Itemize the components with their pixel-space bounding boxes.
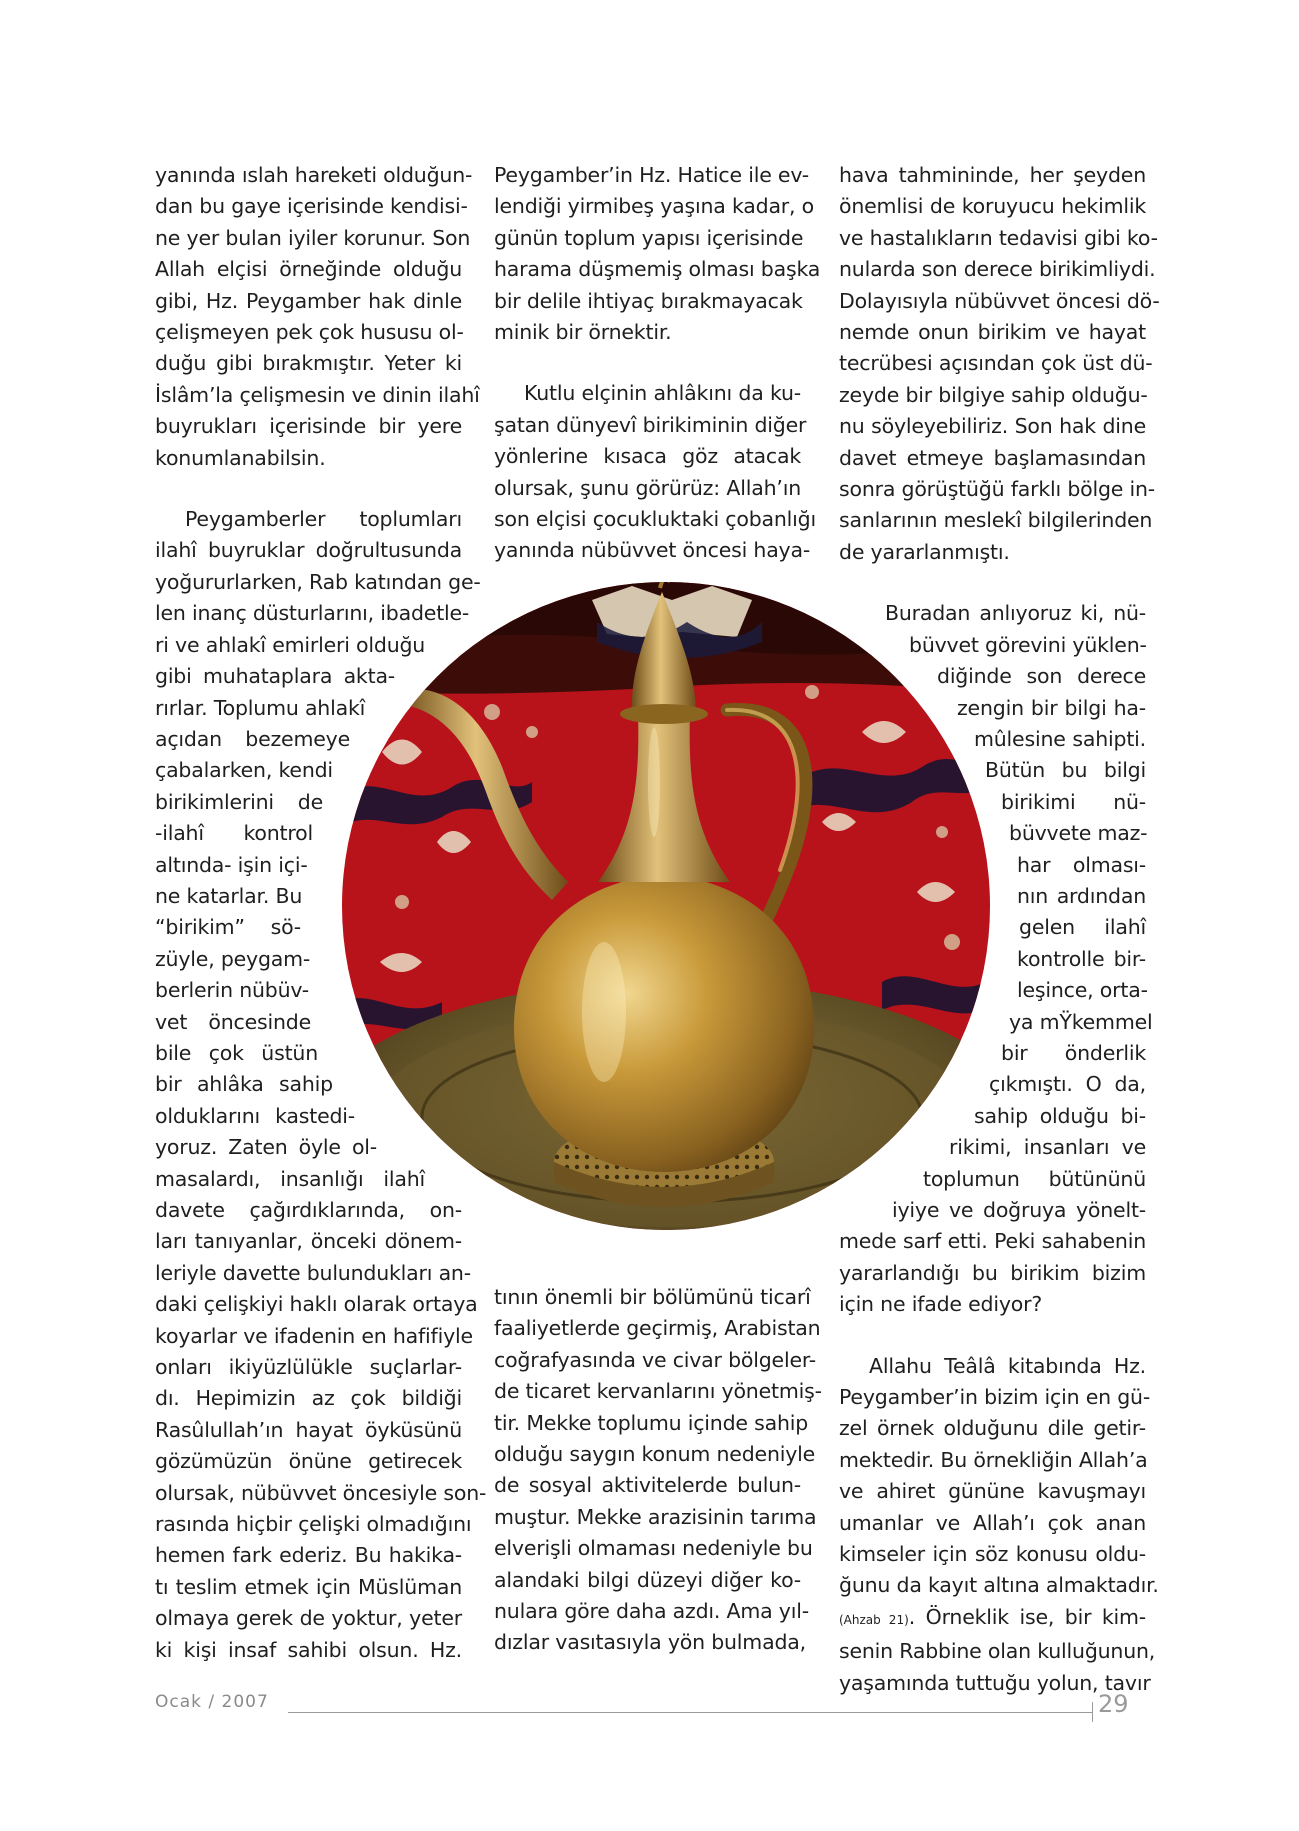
issue-date: Ocak / 2007 bbox=[155, 1692, 269, 1712]
text-line: leriyle davette bulundukları an- bbox=[155, 1260, 471, 1285]
text-line: tının önemli bir bölümünü ticarî bbox=[494, 1285, 811, 1309]
text-line: zeyde bir bilgiye sahip olduğu- bbox=[839, 382, 1148, 407]
text-line: rikimi, insanları ve bbox=[949, 1135, 1146, 1160]
text-line: Peygamber’in Hz. Hatice ile ev- bbox=[494, 163, 809, 187]
text-line: züyle, peygam- bbox=[155, 946, 311, 971]
paragraph-1 bbox=[155, 160, 480, 474]
article-column-middle-bottom bbox=[494, 1282, 822, 1659]
text-line: konumlanabilsin. bbox=[155, 445, 326, 470]
text-line: çabalarken, kendi bbox=[155, 758, 333, 783]
text-line: çelişmeyen pek çok hususu ol- bbox=[155, 320, 464, 345]
paragraph-4-continued bbox=[494, 1282, 822, 1659]
text-line: leşince, orta- bbox=[1017, 978, 1148, 1003]
text-line: hemen fark ederiz. Bu hakika- bbox=[155, 1543, 462, 1568]
text-line: davet etmeye başlamasından bbox=[839, 445, 1146, 470]
text-line: için ne ifade ediyor? bbox=[839, 1292, 1043, 1317]
text-line: iyiye ve doğruya yönelt- bbox=[892, 1198, 1146, 1222]
text-line: ki kişi insaf sahibi olsun. Hz. bbox=[155, 1637, 462, 1662]
text-line: Allahu Teâlâ kitabında Hz. bbox=[869, 1353, 1146, 1378]
text-line: yaşamında tuttuğu yolun, tavır bbox=[839, 1670, 1151, 1695]
text-line: buyrukları içerisinde bir yere bbox=[155, 414, 462, 439]
text-line: senin Rabbine olan kulluğunun, bbox=[839, 1639, 1156, 1664]
text-line: lendiği yirmibeş yaşına kadar, o bbox=[494, 194, 815, 219]
text-line: şatan dünyevî birikiminin diğer bbox=[494, 412, 807, 437]
text-line: de ticaret kervanlarını yönetmiş- bbox=[494, 1379, 822, 1404]
text-line: kontrolle bir- bbox=[1017, 946, 1146, 971]
text-line bbox=[839, 1602, 1146, 1636]
text-line: ları tanıyanlar, önceki dönem- bbox=[155, 1229, 462, 1254]
ewer-illustration bbox=[342, 582, 990, 1230]
text-line: büvvete maz- bbox=[1009, 821, 1148, 846]
text-line: davete çağırdıklarında, on- bbox=[155, 1198, 462, 1222]
text-line: Allah elçisi örneğinde olduğu bbox=[155, 257, 462, 282]
text-line: rırlar. Toplumu ahlakî bbox=[155, 695, 366, 720]
text-line: yoğururlarken, Rab katından ge- bbox=[155, 569, 481, 594]
text-line: har olması- bbox=[1017, 852, 1146, 877]
text-line: Buradan anlıyoruz ki, nü- bbox=[885, 601, 1146, 626]
text-line: Peygamberler toplumları bbox=[185, 507, 462, 532]
text-line: gözümüzün önüne getirecek bbox=[155, 1449, 462, 1474]
text-line: dı. Hepimizin az çok bildiği bbox=[155, 1386, 462, 1411]
text-line: son elçisi çocukluktaki çobanlığı bbox=[494, 507, 816, 532]
text-line: alandaki bilgi düzeyi diğer ko- bbox=[494, 1567, 801, 1592]
text-line: ilahî buyruklar doğrultusunda bbox=[155, 538, 462, 563]
text-line: diğinde son derece bbox=[937, 664, 1146, 689]
text-fragment: . Örneklik ise, bir kim- bbox=[908, 1604, 1146, 1629]
text-line: çıkmıştı. O da, bbox=[989, 1072, 1146, 1097]
text-line: koyarlar ve ifadenin en hafifiyle bbox=[155, 1323, 473, 1348]
text-line: coğrafyasında ve civar bölgeler- bbox=[494, 1347, 816, 1372]
text-line: dan bu gaye içerisinde kendisi- bbox=[155, 194, 468, 219]
text-line: açıdan bezemeye bbox=[155, 726, 350, 751]
text-line: ri ve ahlakî emirleri olduğu bbox=[155, 632, 426, 657]
text-line: nu söyleyebiliriz. Son hak dine bbox=[839, 414, 1146, 439]
article-column-middle-top bbox=[494, 160, 821, 567]
text-line: mede sarf etti. Peki sahabenin bbox=[839, 1229, 1146, 1254]
text-line: olduğu saygın konum nedeniyle bbox=[494, 1442, 816, 1467]
text-line: masalardı, insanlığı ilahî bbox=[155, 1166, 425, 1191]
text-line: mûlesine sahipti. bbox=[974, 726, 1146, 751]
text-line: olduklarını kastedi- bbox=[155, 1103, 355, 1128]
text-line: Bütün bu bilgi bbox=[985, 758, 1146, 783]
text-line: nularda son derece birikimliydi. bbox=[839, 257, 1156, 282]
text-line: rasında hiçbir çelişki olmadığını bbox=[155, 1512, 472, 1537]
text-line: minik bir örnektir. bbox=[494, 320, 672, 345]
text-line: nulara göre daha azdı. Ama yıl- bbox=[494, 1599, 809, 1624]
text-line: bir önderlik bbox=[1001, 1040, 1146, 1065]
text-line: nemde onun birikim ve hayat bbox=[839, 320, 1146, 345]
text-line: faaliyetlerde geçirmiş, Arabistan bbox=[494, 1316, 821, 1341]
text-line: “birikim” sö- bbox=[155, 915, 301, 940]
text-line: sahip olduğu bi- bbox=[974, 1103, 1146, 1128]
text-line: ya mŸkemmel bbox=[1009, 1009, 1153, 1034]
text-line: birikimlerini de bbox=[155, 789, 323, 814]
text-line: olursak, nübüvvet öncesiyle son- bbox=[155, 1480, 487, 1505]
text-line: sanlarının meslekî bilgilerinden bbox=[839, 508, 1153, 533]
text-line: Peygamber’in bizim için en gü- bbox=[839, 1385, 1151, 1410]
ewer-photo bbox=[342, 582, 990, 1230]
paragraph-5 bbox=[839, 160, 1160, 568]
text-line: elverişli olmaması nedeniyle bu bbox=[494, 1536, 813, 1561]
text-line: ğunu da kayıt altına almaktadır. bbox=[839, 1573, 1159, 1598]
text-line: de yararlanmıştı. bbox=[839, 539, 1010, 564]
text-line: len inanç düsturlarını, ibadetle- bbox=[155, 601, 470, 626]
paragraph-3 bbox=[494, 160, 821, 348]
text-line: tı teslim etmek için Müslüman bbox=[155, 1574, 462, 1599]
text-line: önemlisi de koruyucu hekimlik bbox=[839, 194, 1146, 219]
text-line: vet öncesinde bbox=[155, 1009, 311, 1034]
text-line: tir. Mekke toplumu içinde sahip bbox=[494, 1410, 809, 1435]
text-line: bir delile ihtiyaç bırakmayacak bbox=[494, 288, 803, 313]
text-line: yoruz. Zaten öyle ol- bbox=[155, 1135, 377, 1160]
text-line: de sosyal aktivitelerde bulun- bbox=[494, 1473, 801, 1498]
text-line: Dolayısıyla nübüvvet öncesi dö- bbox=[839, 288, 1160, 313]
text-line: günün toplum yapısı içerisinde bbox=[494, 225, 804, 250]
citation-reference: (Ahzab 21) bbox=[839, 1612, 909, 1627]
text-line: yararlandığı bu birikim bizim bbox=[839, 1260, 1146, 1285]
text-line: duğu gibi bırakmıştır. Yeter ki bbox=[155, 351, 462, 376]
text-line: daki çelişkiyi haklı olarak ortaya bbox=[155, 1292, 478, 1317]
text-line: altında- işin içi- bbox=[155, 852, 308, 877]
text-line: ve ahiret gününe kavuşmayı bbox=[839, 1479, 1146, 1504]
text-line: birikimi nü- bbox=[1001, 789, 1146, 814]
text-line: bir ahlâka sahip bbox=[155, 1072, 333, 1097]
text-line: İslâm’la çelişmesin ve dinin ilahî bbox=[155, 382, 480, 407]
text-line: ve hastalıkların tedavisi gibi ko- bbox=[839, 225, 1158, 250]
page-number: 29 bbox=[1098, 1690, 1129, 1718]
text-line: kimseler için söz konusu oldu- bbox=[839, 1542, 1146, 1567]
text-line: yönlerine kısaca göz atacak bbox=[494, 444, 801, 469]
text-line: tecrübesi açısından çok üst dü- bbox=[839, 351, 1153, 376]
text-line: sonra görüştüğü farklı bölge in- bbox=[839, 477, 1155, 502]
text-line: hava tahmininde, her şeyden bbox=[839, 163, 1146, 187]
text-line: zengin bir bilgi ha- bbox=[957, 695, 1146, 720]
text-line: onları ikiyüzlülükle suçlarlar- bbox=[155, 1355, 462, 1380]
text-line: olmaya gerek de yoktur, yeter bbox=[155, 1606, 462, 1631]
text-line: yanında nübüvvet öncesi haya- bbox=[494, 538, 811, 563]
text-line: harama düşmemiş olması başka bbox=[494, 257, 821, 282]
text-line: gelen ilahî bbox=[1019, 915, 1146, 940]
text-line: dızlar vasıtasıyla yön bulmada, bbox=[494, 1630, 806, 1655]
text-line: Kutlu elçinin ahlâkını da ku- bbox=[524, 381, 801, 406]
text-line: olursak, şunu görürüz: Allah’ın bbox=[494, 475, 801, 500]
footer-divider bbox=[288, 1712, 1092, 1713]
text-line: ne yer bulan iyiler korunur. Son bbox=[155, 225, 471, 250]
text-line: gibi muhataplara akta- bbox=[155, 664, 395, 689]
text-line: -ilahî kontrol bbox=[155, 821, 313, 846]
paragraph-4 bbox=[494, 378, 816, 566]
text-line: toplumun bütününü bbox=[923, 1166, 1146, 1191]
text-line: gibi, Hz. Peygamber hak dinle bbox=[155, 288, 462, 313]
footer-divider-tick bbox=[1092, 1702, 1093, 1722]
text-line: muştur. Mekke arazisinin tarıma bbox=[494, 1504, 817, 1529]
text-line: umanlar ve Allah’ı çok anan bbox=[839, 1510, 1146, 1535]
text-line: büvvet görevini yüklen- bbox=[909, 632, 1147, 657]
text-line: ne katarlar. Bu bbox=[155, 883, 303, 908]
text-line: yanında ıslah hareketi olduğun- bbox=[155, 163, 473, 187]
text-line: berlerin nübüv- bbox=[155, 978, 309, 1003]
text-line: bile çok üstün bbox=[155, 1040, 318, 1065]
text-line: Rasûlullah’ın hayat öyküsünü bbox=[155, 1417, 462, 1442]
paragraph-7 bbox=[839, 1351, 1159, 1699]
text-line: mektedir. Bu örnekliğin Allah’a bbox=[839, 1447, 1148, 1472]
text-line: zel örnek olduğunu dile getir- bbox=[839, 1416, 1146, 1441]
text-line: nın ardından bbox=[1017, 883, 1146, 908]
